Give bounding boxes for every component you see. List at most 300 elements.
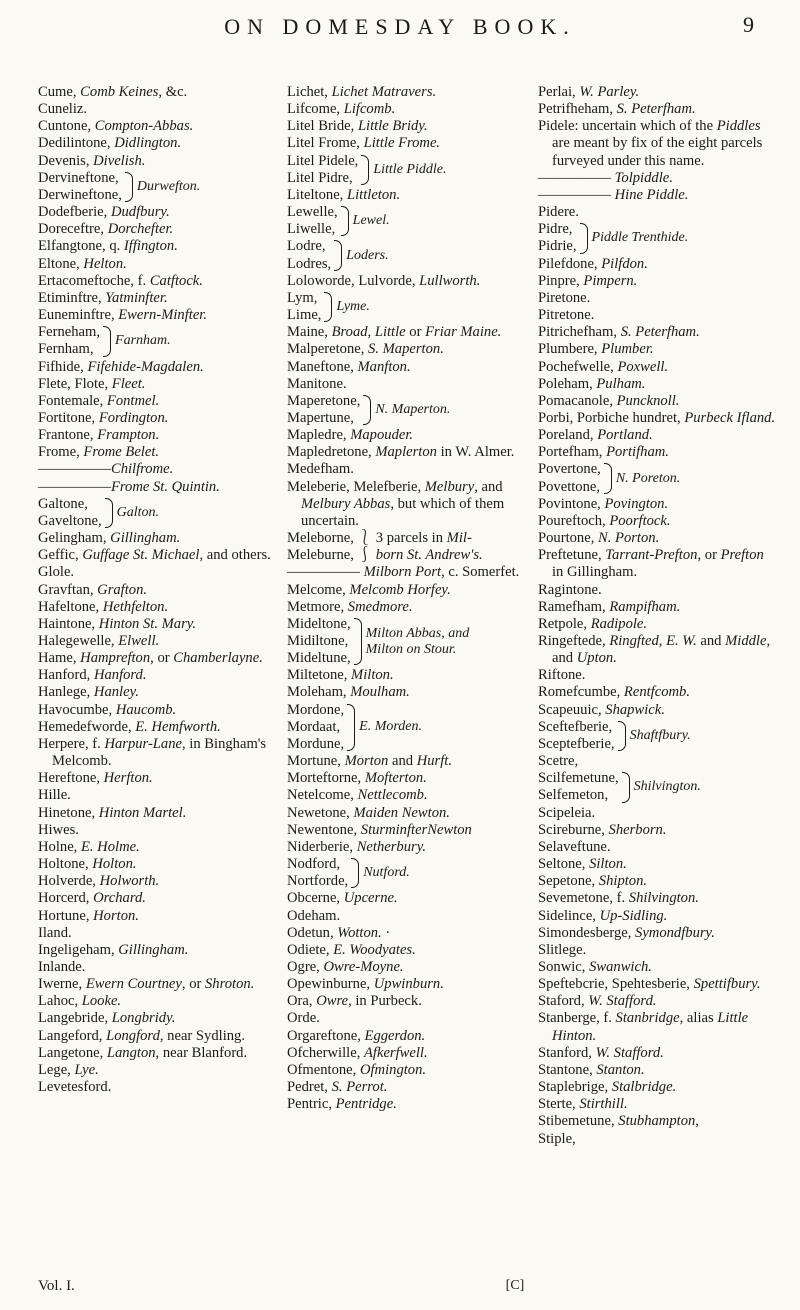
index-entry	[538, 84, 776, 101]
index-entry	[287, 890, 525, 907]
domesday-name: Niderberie,	[287, 838, 357, 855]
index-entry	[287, 1045, 525, 1062]
modern-name: Langton	[106, 1044, 156, 1061]
bracketed-entry	[38, 496, 276, 530]
modern-name: Littleton.	[346, 186, 401, 203]
modern-name	[115, 333, 171, 349]
domesday-name: ―――――	[538, 186, 615, 203]
domesday-name: Etiminftre,	[38, 289, 106, 306]
domesday-name: Maine,	[287, 324, 332, 341]
bracketed-entry	[538, 719, 776, 753]
brace-mark	[361, 155, 369, 185]
modern-name: Ewern Courtney	[85, 976, 182, 993]
index-entry	[38, 376, 276, 393]
modern-name	[346, 248, 388, 264]
variant-name: Gaveltone,	[38, 512, 102, 529]
domesday-name: Mortune,	[287, 753, 345, 770]
domesday-name: Eltone,	[38, 255, 84, 272]
modern-name: Wotton.	[337, 924, 382, 941]
bracketed-entry	[538, 770, 776, 804]
index-entry	[38, 1079, 276, 1096]
variant-name: Mapertune,	[287, 409, 354, 426]
modern-name: Helton.	[83, 255, 127, 272]
modern-name: Milton.	[351, 667, 394, 684]
domesday-name: Riftone.	[538, 667, 586, 684]
domesday-name: , c. Somerfet.	[441, 564, 520, 581]
variant-names	[38, 324, 100, 358]
domesday-name: Orgareftone,	[287, 1027, 365, 1044]
variant-names	[287, 616, 351, 667]
domesday-name: Pitretone.	[538, 307, 595, 324]
domesday-name: Slitlege.	[538, 941, 587, 958]
printer-signature: [C]	[505, 1278, 525, 1293]
modern-name: Pentridge.	[335, 1096, 397, 1113]
index-entry	[287, 667, 525, 684]
index-entry	[538, 204, 776, 221]
modern-name: Stanbridge	[615, 1010, 680, 1027]
brace-mark	[347, 704, 355, 751]
index-entry	[538, 993, 776, 1010]
modern-name: Tolpiddle.	[614, 169, 673, 186]
domesday-name: Pentric,	[287, 1096, 336, 1113]
domesday-name: Gravftan,	[38, 581, 98, 598]
modern-name: Frome Belet.	[83, 444, 160, 461]
index-entry	[538, 1045, 776, 1062]
domesday-name: Meleborne, ⎱ 3 parcels in	[287, 530, 447, 547]
modern-name: Looke.	[81, 993, 122, 1010]
brace-mark	[622, 772, 630, 802]
index-entry	[287, 479, 525, 530]
domesday-name: Ertacomeftoche, f.	[38, 272, 150, 289]
index-entry	[538, 925, 776, 942]
domesday-name: Poreland,	[538, 427, 598, 444]
domesday-name: Ramefham,	[538, 598, 610, 615]
domesday-name: Sonwic,	[538, 958, 590, 975]
variant-name: Lewelle,	[287, 204, 338, 221]
index-entry	[287, 770, 525, 787]
index-entry	[287, 341, 525, 358]
index-entry	[287, 599, 525, 616]
modern-name: Hethfelton.	[102, 598, 169, 615]
domesday-name: in Gillingham.	[552, 564, 638, 581]
modern-name: Netherbury.	[356, 838, 427, 855]
index-entry	[38, 890, 276, 907]
domesday-name: Medefham.	[287, 461, 354, 478]
modern-name-line: Loders.	[346, 247, 389, 263]
index-entry	[287, 959, 525, 976]
domesday-name: Opewinburne,	[287, 976, 374, 993]
index-entry	[287, 547, 525, 564]
index-entry	[287, 908, 525, 925]
domesday-name: Simondesberge,	[538, 924, 636, 941]
modern-name-line: Lewel.	[352, 213, 390, 229]
modern-name: Poxwell.	[617, 358, 669, 375]
variant-name: Fernham,	[38, 341, 94, 358]
variant-name: Sceptefberie,	[538, 735, 615, 752]
index-entry	[538, 856, 776, 873]
domesday-name: Petrifheham,	[538, 101, 617, 118]
domesday-name: Inlande.	[38, 958, 86, 975]
modern-name: Hinton St. Mary.	[98, 615, 197, 632]
domesday-name: Newentone,	[287, 821, 361, 838]
variant-name: Pidrie,	[538, 238, 577, 255]
bracketed-entry	[287, 856, 525, 890]
modern-name: Longbridy.	[111, 1010, 176, 1027]
domesday-name: Ora,	[287, 993, 317, 1010]
index-entry	[287, 684, 525, 701]
modern-name-line: Durwefton.	[136, 178, 201, 194]
domesday-name: Sepetone,	[538, 873, 599, 890]
modern-name: Upton.	[576, 650, 617, 667]
domesday-name: Netelcome,	[287, 787, 358, 804]
index-entry	[38, 616, 276, 633]
modern-name: Horton.	[93, 907, 139, 924]
modern-name	[634, 779, 701, 795]
domesday-name: Lifcome,	[287, 101, 344, 118]
modern-name: Afkerfwell.	[364, 1044, 428, 1061]
domesday-name: Frome,	[38, 444, 84, 461]
domesday-name: Ofmentone,	[287, 1061, 360, 1078]
domesday-name: Iland.	[38, 924, 72, 941]
variant-name: Lodres,	[287, 255, 332, 272]
modern-name: Portifham.	[606, 444, 669, 461]
index-entry	[38, 410, 276, 427]
modern-name: Gillingham.	[110, 530, 181, 547]
domesday-name: Horcerd,	[38, 890, 94, 907]
modern-name: Maiden Newton.	[353, 804, 450, 821]
domesday-name: Flete, Flote,	[38, 375, 112, 392]
modern-name: Stalbridge.	[611, 1079, 677, 1096]
index-entry	[38, 667, 276, 684]
domesday-name: Porbi, Porbiche hundret,	[538, 409, 685, 426]
volume-label: Vol. I.	[38, 1278, 75, 1294]
domesday-name: Staford,	[538, 993, 589, 1010]
modern-name: Little Hinton.	[552, 1010, 749, 1044]
variant-name: Derwineftone,	[38, 186, 122, 203]
variant-name: Lime,	[287, 307, 322, 324]
modern-name: N. Porton.	[598, 530, 660, 547]
printer-signature-wrap	[0, 1278, 800, 1294]
index-entry	[38, 993, 276, 1010]
index-entry	[538, 684, 776, 701]
domesday-name: Sevemetone, f.	[538, 890, 629, 907]
domesday-name: Scetre,	[538, 753, 579, 770]
index-entry	[38, 805, 276, 822]
domesday-name: Morteftorne,	[287, 770, 365, 787]
brace-mark	[105, 498, 113, 528]
variant-names	[287, 393, 360, 427]
domesday-name: Poureftoch,	[538, 512, 610, 529]
index-entry	[538, 444, 776, 461]
modern-name: Stubhampton	[618, 1113, 696, 1130]
modern-name: Lifcomb.	[343, 101, 396, 118]
modern-name-line: Shilvington.	[633, 779, 701, 795]
modern-name: Purbeck Ifland.	[684, 409, 776, 426]
index-entry	[287, 530, 525, 547]
bracketed-entry	[287, 290, 525, 324]
modern-name: E. Holme.	[80, 838, 140, 855]
index-entry	[287, 1096, 525, 1113]
modern-name: Eggerdon.	[364, 1027, 426, 1044]
domesday-name: Hame,	[38, 650, 81, 667]
variant-name: Ferneham,	[38, 324, 101, 341]
modern-name: Sherborn.	[608, 821, 667, 838]
index-entry	[287, 84, 525, 101]
modern-name: born St. Andrew's.	[375, 547, 483, 564]
domesday-name: Glole.	[38, 564, 75, 581]
modern-name-line: Milton on Stour.	[365, 641, 457, 657]
domesday-name: Ogre,	[287, 958, 324, 975]
index-entry	[287, 135, 525, 152]
modern-name: Pimpern.	[583, 272, 638, 289]
index-entry	[538, 890, 776, 907]
domesday-name: Sterte,	[538, 1096, 580, 1113]
domesday-name: Selaveftune.	[538, 838, 611, 855]
modern-name: Elwell.	[118, 633, 160, 649]
variant-name: Litel Pidre,	[287, 169, 353, 186]
domesday-name: Herpere, f.	[38, 735, 105, 752]
index-entry	[538, 273, 776, 290]
index-entry	[38, 873, 276, 890]
index-entry	[38, 582, 276, 599]
index-entry	[538, 942, 776, 959]
index-entry	[38, 959, 276, 976]
domesday-name: Mapledre,	[287, 427, 351, 444]
index-entry	[538, 256, 776, 273]
domesday-name: Obcerne,	[287, 890, 344, 907]
variant-name: Dervineftone,	[38, 169, 119, 186]
index-entry	[538, 170, 776, 187]
modern-name: Fleet.	[111, 375, 146, 392]
index-entry	[538, 101, 776, 118]
index-entry	[38, 307, 276, 324]
index-entry	[38, 822, 276, 839]
domesday-name: Pitrichefham,	[538, 324, 621, 341]
domesday-name: Meleburne, ⎰	[287, 547, 376, 564]
index-entry	[38, 684, 276, 701]
index-entry	[38, 599, 276, 616]
index-entry	[538, 1113, 776, 1130]
variant-name: Povertone,	[538, 461, 601, 478]
brace-mark	[618, 721, 626, 751]
modern-name: Ringfted, E. W.	[609, 633, 697, 649]
domesday-name: , &c.	[158, 84, 188, 100]
index-entry	[538, 582, 776, 599]
modern-name: Swanwich.	[589, 958, 652, 975]
domesday-name: Langetone,	[38, 1044, 107, 1061]
modern-name: Mofterton.	[364, 770, 427, 787]
index-entry	[538, 290, 776, 307]
domesday-name: Orde.	[287, 1010, 320, 1027]
domesday-name: Havocumbe,	[38, 701, 116, 718]
domesday-name: ―――――	[38, 461, 111, 478]
domesday-name: ―――――	[538, 169, 615, 186]
domesday-name: Langeford,	[38, 1027, 107, 1044]
brace-mark	[580, 223, 588, 253]
domesday-name: Halegewelle,	[38, 633, 119, 649]
modern-name: Upcerne.	[343, 890, 398, 907]
domesday-name: Holtone,	[38, 856, 93, 873]
modern-name: Rentfcomb.	[623, 684, 690, 701]
index-entry	[538, 427, 776, 444]
domesday-name: and	[696, 633, 726, 649]
modern-name: Tarrant-Prefton	[605, 547, 698, 564]
modern-name: Hinton Martel.	[98, 804, 187, 821]
modern-name: Stirthill.	[579, 1096, 628, 1113]
modern-name: Pilfdon.	[601, 255, 648, 272]
domesday-name: , and	[474, 478, 503, 495]
variant-names	[38, 170, 122, 204]
domesday-name: Hemedefworde,	[38, 718, 136, 735]
index-entry	[538, 547, 776, 581]
index-entry	[38, 530, 276, 547]
variant-names	[38, 496, 102, 530]
index-entry	[538, 959, 776, 976]
index-entry	[38, 976, 276, 993]
modern-name: Melbury	[424, 478, 475, 495]
modern-name: Milborn Port	[363, 564, 442, 581]
domesday-name: , or	[150, 650, 174, 667]
modern-name: Melcomb Horfey.	[349, 581, 451, 598]
domesday-name: Hortune,	[38, 907, 94, 924]
modern-name: Lichet Matravers.	[331, 84, 437, 100]
domesday-name: , near Sydling.	[159, 1027, 245, 1044]
domesday-name: Levetesford.	[38, 1079, 112, 1096]
modern-name: Broad, Little	[331, 324, 406, 341]
bracketed-entry	[38, 170, 276, 204]
domesday-name: ―――――	[38, 478, 111, 495]
modern-name: W. Stafford.	[595, 1044, 664, 1061]
domesday-name: Hafeltone,	[38, 598, 103, 615]
modern-name: Smedmore.	[347, 598, 413, 615]
modern-name: Puncknoll.	[616, 392, 680, 409]
variant-name: Povettone,	[538, 478, 601, 495]
domesday-name: Mapledretone,	[287, 444, 376, 461]
index-entry	[38, 650, 276, 667]
modern-name: Little Frome.	[363, 135, 441, 152]
domesday-name: Elfangtone, q.	[38, 238, 124, 255]
index-entry	[287, 359, 525, 376]
modern-name-line: Lyme.	[336, 299, 370, 315]
domesday-name: Holverde,	[38, 873, 100, 890]
domesday-name: Odetun,	[287, 924, 338, 941]
modern-name: Plumber.	[601, 341, 654, 358]
domesday-name: Newetone,	[287, 804, 354, 821]
index-entry	[538, 324, 776, 341]
variant-name: Mordune,	[287, 735, 345, 752]
variant-names	[538, 719, 615, 753]
modern-name-line: E. Morden.	[359, 719, 423, 735]
modern-name: Spettifbury.	[693, 976, 761, 993]
domesday-name: Hanlege,	[38, 684, 94, 701]
index-entry	[38, 702, 276, 719]
domesday-name: Hanford,	[38, 667, 94, 684]
modern-name-line: Shaftfbury.	[629, 727, 691, 743]
domesday-name: Frantone,	[38, 427, 98, 444]
modern-name-line: Farnham.	[115, 333, 171, 349]
modern-name: Nettlecomb.	[357, 787, 428, 804]
domesday-name: Geffic,	[38, 547, 83, 564]
variant-name: Pidre,	[538, 221, 573, 238]
index-entry	[38, 925, 276, 942]
modern-name: Lullworth.	[419, 272, 481, 289]
domesday-name: , or	[697, 547, 721, 564]
brace-mark	[351, 858, 359, 888]
index-entry	[287, 324, 525, 341]
variant-name: Mideltone,	[287, 615, 351, 632]
domesday-name: Gelingham,	[38, 530, 111, 547]
modern-name: Grafton.	[97, 581, 148, 598]
index-entry	[38, 942, 276, 959]
index-entry	[538, 616, 776, 633]
modern-name: Fontmel.	[106, 392, 160, 409]
index-entry	[538, 908, 776, 925]
domesday-name: Scireburne,	[538, 821, 609, 838]
modern-name: Fordington.	[98, 409, 169, 426]
modern-name	[336, 299, 369, 315]
domesday-name: Lahoc,	[38, 993, 82, 1010]
modern-name: Herfton.	[103, 770, 153, 787]
domesday-name: Staplebrige,	[538, 1079, 612, 1096]
domesday-name: Metmore,	[287, 598, 348, 615]
domesday-name: Hille.	[38, 787, 71, 804]
domesday-name: Retpole,	[538, 615, 591, 632]
modern-name: W. Parley.	[579, 84, 640, 100]
modern-name: Piddles	[716, 118, 761, 135]
domesday-name: Hereftone,	[38, 770, 104, 787]
modern-name: Ewern-Minfter.	[118, 307, 208, 324]
bracketed-entry	[287, 204, 525, 238]
brace-mark	[363, 395, 371, 425]
modern-name: S. Peterfham.	[616, 101, 696, 118]
index-entry	[38, 238, 276, 255]
modern-name-line: Little Piddle.	[373, 161, 447, 177]
variant-name: Selfemeton,	[538, 787, 609, 804]
modern-name	[363, 865, 410, 881]
domesday-name: , but which of them uncertain.	[301, 495, 505, 529]
domesday-name: Piretone.	[538, 289, 591, 306]
index-entry	[538, 341, 776, 358]
index-entry	[538, 393, 776, 410]
domesday-name: Pinpre,	[538, 272, 584, 289]
index-entry	[38, 359, 276, 376]
domesday-name: Hiwes.	[38, 821, 79, 838]
index-entry	[538, 822, 776, 839]
domesday-name: Stanberge, f.	[538, 1010, 616, 1027]
index-entry	[287, 753, 525, 770]
index-entry	[38, 84, 276, 101]
modern-name: Dorchefter.	[107, 221, 174, 238]
modern-name: Chamberlayne.	[173, 650, 263, 667]
domesday-name: Litel Bride,	[287, 118, 358, 135]
index-entry	[38, 135, 276, 152]
domesday-name: Melcome,	[287, 581, 350, 598]
domesday-name: Dedilintone,	[38, 135, 115, 152]
domesday-name: Stanford,	[538, 1044, 596, 1061]
domesday-name: are meant by fix of the eight parcels furveyed under this name.	[552, 135, 763, 169]
index-entry	[287, 787, 525, 804]
domesday-name: Doreceftre,	[38, 221, 108, 238]
domesday-name: Cuneliz.	[38, 101, 88, 118]
index-entry	[38, 101, 276, 118]
index-entry	[538, 376, 776, 393]
variant-name: Mordone,	[287, 701, 345, 718]
domesday-name: Seltone,	[538, 856, 590, 873]
page-header	[0, 8, 800, 48]
domesday-name: ―――――	[287, 564, 364, 581]
index-entry	[287, 444, 525, 461]
index-entry	[287, 993, 525, 1010]
